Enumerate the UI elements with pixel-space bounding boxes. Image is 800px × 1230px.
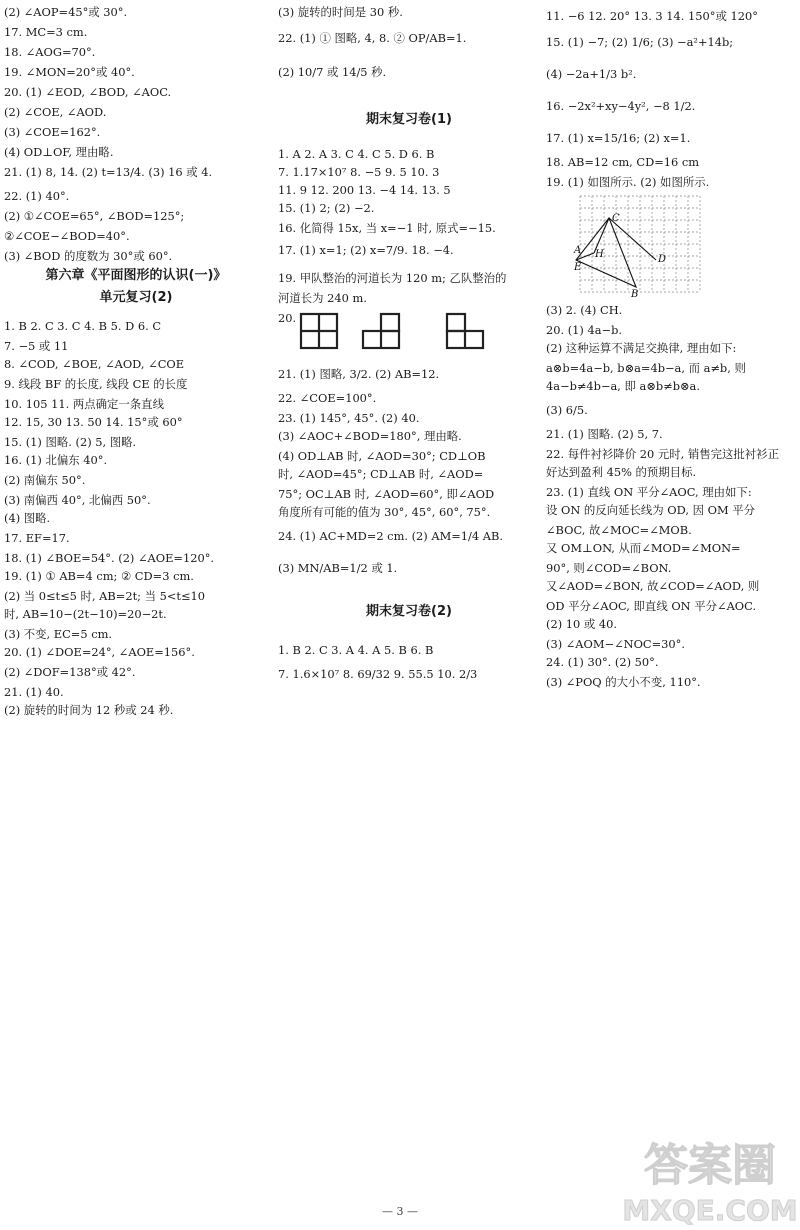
answer-line: 23. (1) 145°, 45°. (2) 40. [278,411,420,425]
answer-line: 15. (1) 2; (2) −2. [278,201,375,215]
answer-line: 15. (1) 图略. (2) 5, 图略. [4,435,137,449]
section-heading-unit-review: 单元复习(2) [99,290,173,305]
answer-line: (2) 南偏东 50°. [4,473,86,487]
answer-line: 19. (1) 如图所示. (2) 如图所示. [546,175,710,189]
answer-line: 1. A 2. A 3. C 4. C 5. D 6. B [278,147,435,161]
label-d: D [658,254,667,265]
answer-line: 15. (1) −7; (2) 1/6; (3) −a²+14b; [546,35,734,49]
answer-line: (2) ∠COE, ∠AOD. [4,105,107,119]
answer-line: 18. (1) ∠BOE=54°. (2) ∠AOE=120°. [4,551,215,565]
answer-line: 75°; OC⊥AB 时, ∠AOD=60°, 即∠AOD [278,487,495,501]
answer-line: 7. −5 或 11 [4,339,69,353]
answer-line: (3) MN/AB=1/2 或 1. [278,561,398,575]
answer-line: 11. 9 12. 200 13. −4 14. 13. 5 [278,183,451,197]
answer-line: 22. (1) 40°. [4,189,70,203]
answer-line: (3) 2. (4) CH. [546,303,623,317]
answer-line: 19. ∠MON=20°或 40°. [4,65,135,79]
answer-line: (2) ①∠COE=65°, ∠BOD=125°; [4,209,185,223]
answer-line: (3) 6/5. [546,403,588,417]
answer-line: 23. (1) 直线 ON 平分∠AOC, 理由如下: [546,485,752,499]
label-b: B [631,289,639,300]
answer-line: 20. [278,311,297,325]
section-heading-final-review-1: 期末复习卷(1) [366,112,452,127]
answer-line: 22. (1) ① 图略, 4, 8. ② OP/AB=1. [278,31,467,45]
answer-line: (3) ∠COE=162°. [4,125,101,139]
answer-line: 21. (1) 40. [4,685,64,699]
answer-line: 16. 化简得 15x, 当 x=−1 时, 原式=−15. [278,221,496,235]
answer-line: 22. 每件衬衫降价 20 元时, 销售完这批衬衫正 [546,447,779,461]
label-a: A [574,245,582,256]
answer-line: 角度所有可能的值为 30°, 45°, 60°, 75°. [278,505,491,519]
answer-line: (4) OD⊥OF, 理由略. [4,145,114,159]
answer-line: 22. ∠COE=100°. [278,391,377,405]
answer-line: 19. 甲队整治的河道长为 120 m; 乙队整治的 [278,271,507,285]
label-c: C [612,213,620,224]
answer-line: 17. EF=17. [4,531,70,545]
answer-line: 时, ∠AOD=45°; CD⊥AB 时, ∠AOD= [278,467,484,481]
answer-line: 17. (1) x=15/16; (2) x=1. [546,131,691,145]
answer-line: 8. ∠COD, ∠BOE, ∠AOD, ∠COE [4,357,185,371]
section-heading-final-review-2: 期末复习卷(2) [366,604,452,619]
answer-line: 1. B 2. C 3. C 4. B 5. D 6. C [4,319,162,333]
net-figure-2 [363,314,399,348]
answer-line: a⊗b=4a−b, b⊗a=4b−a, 而 a≠b, 则 [546,361,746,375]
svg-text:MXQE.COM: MXQE.COM [622,1194,798,1227]
triangle-abc [576,218,636,287]
answer-line: 17. MC=3 cm. [4,25,88,39]
answer-line: 11. −6 12. 20° 13. 3 14. 150°或 120° [546,9,758,23]
answer-line: 21. (1) 8, 14. (2) t=13/4. (3) 16 或 4. [4,165,213,179]
answer-line: 20. (1) ∠DOE=24°, ∠AOE=156°. [4,645,195,659]
answer-line: 18. ∠AOG=70°. [4,45,96,59]
label-h: H [595,249,604,260]
answer-line: 21. (1) 图略. (2) 5, 7. [546,427,663,441]
answer-line: (3) ∠BOD 的度数为 30°或 60°. [4,249,173,263]
answer-line: (3) 不变, EC=5 cm. [4,627,113,641]
answer-line: 24. (1) AC+MD=2 cm. (2) AM=1/4 AB. [278,529,503,543]
answer-line: (3) 旋转的时间是 30 秒. [278,5,403,19]
answer-line: (2) 当 0≤t≤5 时, AB=2t; 当 5<t≤10 [4,589,206,603]
answer-line: 7. 1.6×10⁷ 8. 69/32 9. 55.5 10. 2/3 [278,667,478,681]
answer-line: (4) 图略. [4,511,51,525]
answer-line: 90°, 则∠COD=∠BON. [546,561,672,575]
answer-line: 16. −2x²+xy−4y², −8 1/2. [546,99,696,113]
answer-line: (2) 旋转的时间为 12 秒或 24 秒. [4,703,174,717]
answer-line: 又 OM⊥ON, 从而∠MOD=∠MON= [546,541,741,555]
net-figures [300,312,500,352]
answer-line: (4) −2a+1/3 b². [546,67,637,81]
answer-line: 1. B 2. C 3. A 4. A 5. B 6. B [278,643,434,657]
answer-line: 4a−b≠4b−a, 即 a⊗b≠b⊗a. [546,379,700,393]
answer-line: (3) 南偏西 40°, 北偏西 50°. [4,493,151,507]
answer-line: 16. (1) 北偏东 40°. [4,453,108,467]
grid-figure [576,194,704,300]
answer-line: 设 ON 的反向延长线为 OD, 因 OM 平分 [546,503,756,517]
svg-text:答案圈: 答案圈 [644,1140,776,1191]
page-number: — 3 — [382,1205,418,1218]
answer-line: 7. 1.17×10⁷ 8. −5 9. 5 10. 3 [278,165,440,179]
segment-ch [594,218,609,253]
answer-line: 17. (1) x=1; (2) x=7/9. 18. −4. [278,243,454,257]
answer-line: 9. 线段 BF 的长度, 线段 CE 的长度 [4,377,188,391]
answer-line: (3) ∠AOC+∠BOD=180°, 理由略. [278,429,462,443]
answer-line: 12. 15, 30 13. 50 14. 15°或 60° [4,415,183,429]
answer-line: 10. 105 11. 两点确定一条直线 [4,397,164,411]
answer-line: 河道长为 240 m. [278,291,367,305]
answer-line: ∠BOC, 故∠MOC=∠MOB. [546,523,692,537]
answer-line: (2) ∠AOP=45°或 30°. [4,5,128,19]
answer-line: 18. AB=12 cm, CD=16 cm [546,155,700,169]
answer-line: (4) OD⊥AB 时, ∠AOD=30°; CD⊥OB [278,449,486,463]
net-figure-3 [447,314,483,348]
answer-line: (2) ∠DOF=138°或 42°. [4,665,136,679]
net-figure-1 [301,314,337,348]
answer-line: (2) 10/7 或 14/5 秒. [278,65,387,79]
answer-line: (2) 10 或 40. [546,617,617,631]
answer-line: ②∠COE−∠BOD=40°. [4,229,130,243]
answer-line: 19. (1) ① AB=4 cm; ② CD=3 cm. [4,569,194,583]
answer-line: 20. (1) ∠EOD, ∠BOD, ∠AOC. [4,85,172,99]
answer-line: 20. (1) 4a−b. [546,323,622,337]
answer-line: (2) 这种运算不满足交换律, 理由如下: [546,341,737,355]
answer-line: 21. (1) 图略, 3/2. (2) AB=12. [278,367,440,381]
chapter-heading: 第六章《平面图形的认识(一)》 [45,268,227,283]
answer-line: 好达到盈利 45% 的预期目标. [546,465,697,479]
answer-line: 24. (1) 30°. (2) 50°. [546,655,659,669]
answer-line: 又∠AOD=∠BON, 故∠COD=∠AOD, 则 [546,579,760,593]
answer-line: 时, AB=10−(2t−10)=20−2t. [4,607,167,621]
answer-line: (3) ∠POQ 的大小不变, 110°. [546,675,701,689]
answer-line: OD 平分∠AOC, 即直线 ON 平分∠AOC. [546,599,757,613]
answer-line: (3) ∠AOM−∠NOC=30°. [546,637,685,651]
label-e: E [574,262,582,273]
